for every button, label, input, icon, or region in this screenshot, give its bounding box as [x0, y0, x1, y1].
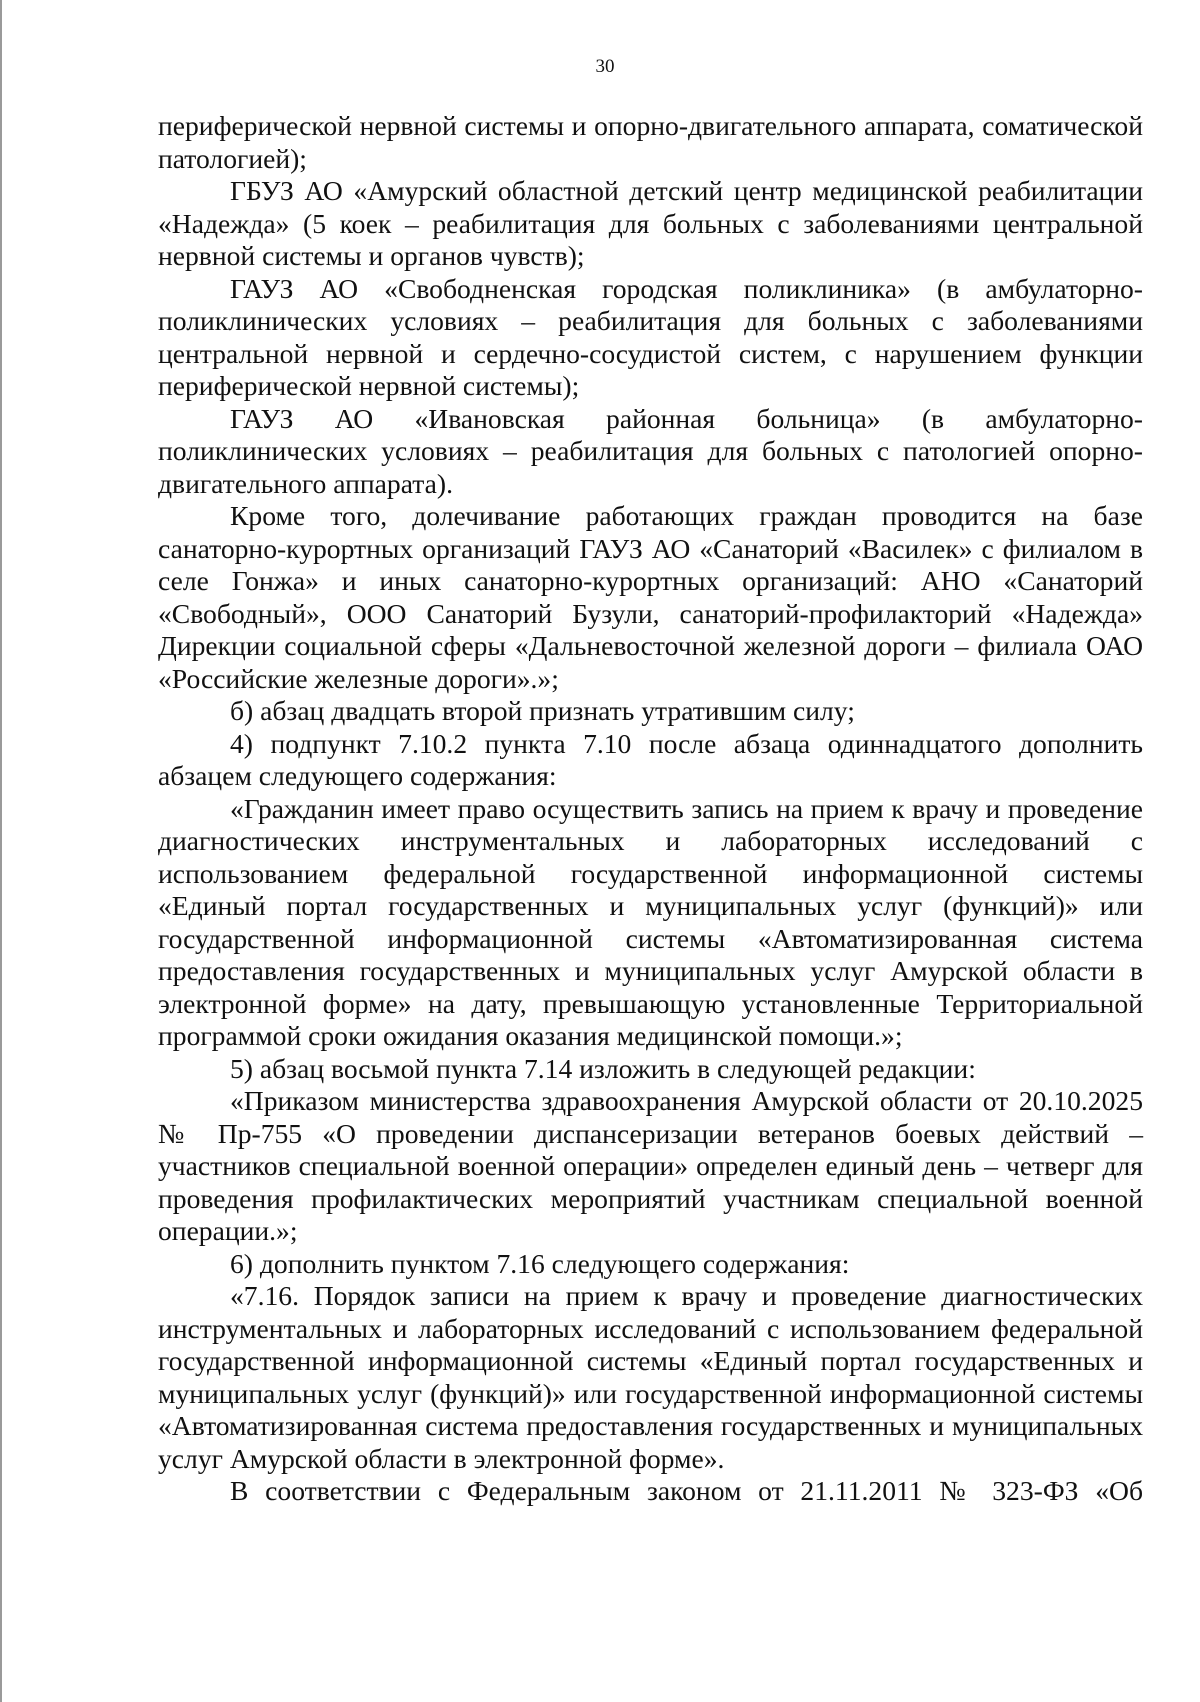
paragraph-federal-law: В соответствии с Федеральным законом от 21.11.2011 № 323-ФЗ «Об: [230, 1475, 1143, 1506]
page-number: 30: [595, 56, 615, 77]
paragraph-gbuz-nadezhda: ГБУЗ АО «Амурский областной детский центр медицинской реабилитации «Надежда» (5 коек – реабилитация для больных с заболеваниями центральной нервной системы и органов чувств);: [158, 175, 1143, 271]
scan-edge-shadow: [0, 0, 2, 1702]
paragraph-gauz-svobodnenskaya: ГАУЗ АО «Свободненская городская поликлиника» (в амбулаторно-поликлинических условиях – реабилитация для больных с заболеваниями центральной нервной и сердечно-сосудистой систем, с нарушением функции периферической нервной системы);: [158, 272, 1143, 401]
paragraph-gauz-ivanovskaya: ГАУЗ АО «Ивановская районная больница» (в амбулаторно-поликлинических условиях – реабилитация для больных с патологией опорно-двигательного аппарата).: [158, 402, 1143, 499]
paragraph-item-5: 5) абзац восьмой пункта 7.14 изложить в следующей редакции:: [230, 1052, 976, 1084]
paragraph-item-4: 4) подпункт 7.10.2 пункта 7.10 после абзаца одиннадцатого дополнить абзацем следующего содержания:: [158, 727, 1143, 791]
paragraph-order-quote: «Приказом министерства здравоохранения Амурской области от 20.10.2025 № Пр-755 «О проведении диспансеризации ветеранов боевых действий – участников специальной военной операции» определен единый день – четверг для проведения профилактических мероприятий участникам специальной военной операции.»;: [158, 1085, 1143, 1246]
paragraph-continuation: периферической нервной системы и опорно-двигательного аппарата, соматической патологией);: [158, 110, 1143, 174]
paragraph-sanatoriums: Кроме того, долечивание работающих граждан проводится на базе санаторно-курортных организаций ГАУЗ АО «Санаторий «Василек» с филиалом в селе Гонжа» и иных санаторно-курортных организаций: АНО «Санаторий «Свободный», ООО Санаторий Бузули, санаторий-профилакторий «Надежда» Дирекции социальной сферы «Дальневосточной железной дороги – филиала ОАО «Российские железные дороги».»;: [158, 500, 1143, 694]
paragraph-item-b: б) абзац двадцать второй признать утратившим силу;: [230, 695, 855, 726]
document-body: [158, 110, 1143, 1508]
paragraph-7-16-quote: «7.16. Порядок записи на прием к врачу и проведение диагностических инструментальных и лабораторных исследований с использованием федеральной государственной информационной системы «Единый портал государственных и муниципальных услуг (функций)» или государственной информационной системы «Автоматизированная система предоставления государственных и муниципальных услуг Амурской области в электронной форме».: [158, 1280, 1143, 1474]
paragraph-citizen-right: «Гражданин имеет право осуществить запись на прием к врачу и проведение диагностических инструментальных и лабораторных исследований с использованием федеральной государственной информационной системы «Единый портал государственных и муниципальных услуг (функций)» или государственной информационной системы «Автоматизированная система предоставления государственных и муниципальных услуг Амурской области в электронной форме» на дату, превышающую установленные Территориальной программой сроки ожидания оказания медицинской помощи.»;: [158, 792, 1143, 1051]
paragraph-item-6: 6) дополнить пунктом 7.16 следующего содержания:: [230, 1247, 850, 1279]
